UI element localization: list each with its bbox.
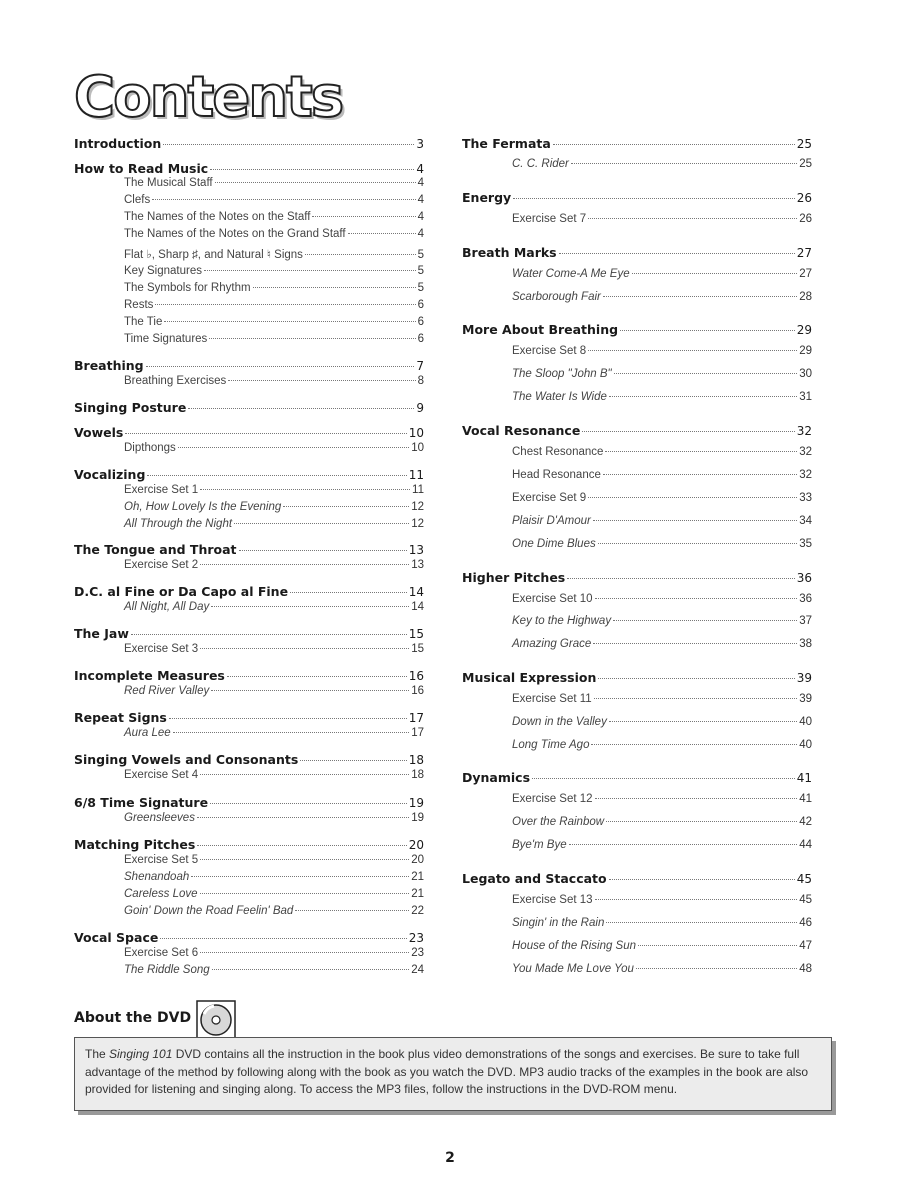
dot-leader — [594, 698, 798, 699]
dot-leader — [559, 253, 795, 254]
toc-entry-label: Vocal Resonance — [462, 423, 581, 438]
toc-entry-label: Breathing Exercises — [124, 375, 227, 387]
dvd-product-name: Singing 101 — [109, 1047, 173, 1061]
toc-subentry — [512, 515, 812, 527]
toc-entry-page: 34 — [799, 515, 812, 527]
toc-entry-page: 33 — [799, 492, 812, 504]
toc-entry-label: Key to the Highway — [512, 615, 612, 627]
toc-entry-label: Clefs — [124, 194, 151, 206]
toc-entry-page: 4 — [417, 194, 424, 206]
toc-entry-page: 17 — [411, 727, 424, 739]
toc-entry-page: 46 — [799, 917, 812, 929]
toc-entry-label: The Symbols for Rhythm — [124, 282, 251, 294]
toc-entry-page: 20 — [408, 838, 424, 852]
toc-entry-label: Musical Expression — [462, 670, 597, 685]
toc-entry-label: Singin' in the Rain — [512, 917, 605, 929]
toc-entry-label: Higher Pitches — [462, 570, 566, 585]
toc-entry-page: 10 — [408, 426, 424, 440]
dot-leader — [588, 218, 797, 219]
toc-entry-page: 23 — [411, 947, 424, 959]
toc-entry-page: 5 — [417, 265, 424, 277]
toc-entry-label: Energy — [462, 190, 512, 205]
dvd-section-title: About the DVD — [74, 1010, 192, 1026]
toc-chapter-entry — [462, 570, 812, 585]
toc-entry-page: 8 — [417, 375, 424, 387]
toc-entry-label: Incomplete Measures — [74, 668, 225, 683]
toc-subentry — [512, 917, 812, 929]
toc-subentry — [512, 940, 812, 952]
toc-subentry — [512, 391, 812, 403]
toc-entry-page: 45 — [796, 872, 812, 886]
toc-entry-page: 40 — [799, 739, 812, 751]
toc-entry-page: 23 — [408, 931, 424, 945]
toc-entry-label: The Names of the Notes on the Grand Staff — [124, 228, 346, 240]
toc-subentry — [512, 538, 812, 550]
toc-entry-page: 24 — [411, 964, 424, 976]
dot-leader — [609, 879, 795, 880]
toc-entry-label: How to Read Music — [74, 161, 209, 176]
toc-entry-label: Exercise Set 6 — [124, 947, 199, 959]
toc-entry-label: Chest Resonance — [512, 446, 604, 458]
toc-entry-label: Scarborough Fair — [512, 291, 601, 303]
toc-entry-label: Dynamics — [462, 770, 531, 785]
toc-entry-label: Over the Rainbow — [512, 816, 605, 828]
toc-subentry — [512, 158, 812, 170]
toc-entry-label: Breathing — [74, 358, 144, 373]
dot-leader — [613, 620, 797, 621]
toc-entry-page: 4 — [416, 162, 424, 176]
toc-entry-page: 29 — [799, 345, 812, 357]
toc-entry-page: 5 — [417, 249, 424, 261]
toc-entry-label: Vocal Space — [74, 930, 159, 945]
dot-leader — [603, 296, 797, 297]
toc-entry-label: Exercise Set 10 — [512, 593, 593, 605]
toc-entry-page: 14 — [411, 601, 424, 613]
toc-entry-label: Exercise Set 11 — [512, 693, 592, 705]
toc-entry-page: 44 — [799, 839, 812, 851]
dot-leader — [532, 778, 795, 779]
dot-leader — [595, 798, 798, 799]
toc-entry-label: Matching Pitches — [74, 837, 196, 852]
dot-leader — [638, 945, 797, 946]
toc-entry-page: 42 — [799, 816, 812, 828]
toc-entry-label: Exercise Set 12 — [512, 793, 593, 805]
toc-entry-label: Exercise Set 1 — [124, 484, 199, 496]
toc-entry-page: 4 — [417, 211, 424, 223]
toc-subentry — [512, 446, 812, 458]
toc-entry-label: The Riddle Song — [124, 964, 210, 976]
toc-entry-label: Exercise Set 13 — [512, 894, 593, 906]
dot-leader — [595, 598, 798, 599]
dvd-description-box — [74, 1037, 832, 1111]
toc-entry-label: Head Resonance — [512, 469, 601, 481]
toc-entry-label: Water Come-A Me Eye — [512, 268, 630, 280]
toc-entry-label: Repeat Signs — [74, 710, 167, 725]
toc-entry-page: 6 — [417, 316, 424, 328]
dot-leader — [593, 643, 797, 644]
dot-leader — [605, 451, 797, 452]
toc-entry-label: Plaisir D'Amour — [512, 515, 591, 527]
toc-entry-label: Goin' Down the Road Feelin' Bad — [124, 905, 294, 917]
toc-entry-page: 18 — [408, 753, 424, 767]
dot-leader — [609, 721, 797, 722]
toc-entry-page: 27 — [799, 268, 812, 280]
toc-entry-page: 16 — [411, 685, 424, 697]
toc-entry-page: 4 — [417, 228, 424, 240]
toc-chapter-entry — [462, 322, 812, 337]
toc-entry-page: 16 — [408, 669, 424, 683]
toc-entry-page: 13 — [411, 559, 424, 571]
toc-entry-label: All Through the Night — [124, 518, 233, 530]
toc-entry-label: Long Time Ago — [512, 739, 590, 751]
toc-entry-label: You Made Me Love You — [512, 963, 634, 975]
toc-entry-label: Rests — [124, 299, 154, 311]
dot-leader — [636, 968, 797, 969]
toc-subentry — [512, 839, 812, 851]
toc-chapter-entry — [462, 245, 812, 260]
toc-entry-page: 3 — [416, 137, 424, 151]
dot-leader — [609, 396, 797, 397]
dot-leader — [588, 497, 797, 498]
toc-entry-label: More About Breathing — [462, 322, 619, 337]
toc-entry-label: Time Signatures — [124, 333, 208, 345]
toc-entry-page: 41 — [796, 771, 812, 785]
dot-leader — [606, 821, 797, 822]
dvd-disc-icon — [196, 1000, 236, 1040]
toc-subentry — [512, 638, 812, 650]
toc-chapter-entry — [462, 423, 812, 438]
page-number: 2 — [445, 1150, 455, 1166]
toc-entry-label: Bye'm Bye — [512, 839, 567, 851]
toc-entry-page: 39 — [799, 693, 812, 705]
toc-subentry — [512, 213, 812, 225]
toc-subentry — [512, 368, 812, 380]
dot-leader — [591, 744, 797, 745]
toc-subentry — [512, 963, 812, 975]
toc-entry-page: 39 — [796, 671, 812, 685]
toc-subentry — [512, 716, 812, 728]
toc-entry-label: One Dime Blues — [512, 538, 596, 550]
dot-leader — [571, 163, 797, 164]
toc-entry-label: Amazing Grace — [512, 638, 592, 650]
toc-entry-page: 28 — [799, 291, 812, 303]
toc-entry-label: Breath Marks — [462, 245, 557, 260]
toc-entry-page: 15 — [408, 627, 424, 641]
dot-leader — [606, 922, 797, 923]
toc-chapter-entry — [462, 871, 812, 886]
toc-subentry — [512, 816, 812, 828]
dot-leader — [582, 431, 794, 432]
dot-leader — [513, 198, 795, 199]
toc-entry-page: 6 — [417, 333, 424, 345]
toc-entry-page: 7 — [416, 359, 424, 373]
toc-subentry — [512, 345, 812, 357]
toc-entry-page: 38 — [799, 638, 812, 650]
toc-entry-page: 37 — [799, 615, 812, 627]
toc-entry-label: Singing Posture — [74, 400, 187, 415]
toc-entry-label: Vowels — [74, 425, 124, 440]
dot-leader — [614, 373, 798, 374]
toc-entry-page: 21 — [411, 871, 424, 883]
dvd-text-pre: The — [85, 1047, 110, 1061]
toc-entry-page: 12 — [411, 501, 424, 513]
toc-entry-page: 48 — [799, 963, 812, 975]
toc-chapter-entry — [462, 670, 812, 685]
toc-entry-page: 21 — [411, 888, 424, 900]
toc-entry-label: House of the Rising Sun — [512, 940, 637, 952]
dot-leader — [603, 474, 797, 475]
toc-entry-label: Careless Love — [124, 888, 198, 900]
toc-entry-page: 40 — [799, 716, 812, 728]
toc-entry-page: 20 — [411, 854, 424, 866]
toc-entry-page: 11 — [412, 484, 424, 496]
toc-entry-label: Exercise Set 8 — [512, 345, 587, 357]
toc-entry-page: 32 — [799, 469, 812, 481]
toc-entry-page: 32 — [799, 446, 812, 458]
toc-entry-page: 9 — [416, 401, 424, 415]
toc-entry-page: 18 — [411, 769, 424, 781]
toc-entry-label: Down in the Valley — [512, 716, 607, 728]
toc-entry-label: Exercise Set 2 — [124, 559, 199, 571]
toc-entry-label: The Musical Staff — [124, 177, 213, 189]
toc-entry-label: The Tie — [124, 316, 163, 328]
dot-leader — [598, 543, 797, 544]
toc-entry-label: The Fermata — [462, 136, 551, 151]
toc-entry-page: 47 — [799, 940, 812, 952]
toc-entry-page: 30 — [799, 368, 812, 380]
toc-entry-page: 26 — [796, 191, 812, 205]
toc-entry-label: Flat ♭, Sharp ♯, and Natural ♮ Signs — [124, 249, 303, 261]
toc-entry-page: 19 — [408, 796, 424, 810]
toc-entry-label: Vocalizing — [74, 467, 146, 482]
dot-leader — [598, 678, 794, 679]
toc-entry-page: 29 — [796, 323, 812, 337]
toc-entry-page: 17 — [408, 711, 424, 725]
toc-entry-page: 5 — [417, 282, 424, 294]
dot-leader — [632, 273, 798, 274]
toc-entry-label: Red River Valley — [124, 685, 210, 697]
toc-subentry — [512, 469, 812, 481]
dot-leader — [569, 844, 798, 845]
dot-leader — [595, 899, 798, 900]
dot-leader — [588, 350, 797, 351]
toc-entry-label: Key Signatures — [124, 265, 202, 277]
toc-subentry — [512, 739, 812, 751]
toc-entry-label: Singing Vowels and Consonants — [74, 752, 299, 767]
toc-entry-label: The Water Is Wide — [512, 391, 607, 403]
toc-entry-label: C. C. Rider — [512, 158, 569, 170]
dot-leader — [567, 578, 794, 579]
toc-subentry — [512, 291, 812, 303]
toc-entry-page: 19 — [411, 812, 424, 824]
toc-entry-page: 27 — [796, 246, 812, 260]
toc-entry-page: 13 — [408, 543, 424, 557]
toc-chapter-entry — [462, 190, 812, 205]
toc-subentry — [512, 268, 812, 280]
toc-entry-label: Exercise Set 3 — [124, 643, 199, 655]
toc-entry-page: 45 — [799, 894, 812, 906]
toc-entry-page: 25 — [799, 158, 812, 170]
dot-leader — [553, 144, 795, 145]
toc-entry-label: Aura Lee — [124, 727, 171, 739]
toc-entry-label: Dipthongs — [124, 442, 176, 454]
toc-entry-page: 14 — [408, 585, 424, 599]
toc-entry-page: 36 — [796, 571, 812, 585]
toc-entry-label: Exercise Set 9 — [512, 492, 587, 504]
toc-entry-page: 25 — [796, 137, 812, 151]
toc-entry-label: Oh, How Lovely Is the Evening — [124, 501, 282, 513]
toc-entry-label: Exercise Set 5 — [124, 854, 199, 866]
toc-entry-label: All Night, All Day — [124, 601, 210, 613]
toc-subentry — [512, 693, 812, 705]
toc-entry-label: The Tongue and Throat — [74, 542, 237, 557]
toc-entry-label: The Names of the Notes on the Staff — [124, 211, 311, 223]
toc-entry-page: 22 — [411, 905, 424, 917]
toc-entry-page: 15 — [411, 643, 424, 655]
toc-entry-label: Exercise Set 4 — [124, 769, 199, 781]
toc-entry-page: 35 — [799, 538, 812, 550]
toc-chapter-entry — [462, 770, 812, 785]
toc-entry-page: 41 — [799, 793, 812, 805]
toc-entry-label: Exercise Set 7 — [512, 213, 587, 225]
toc-entry-page: 31 — [799, 391, 812, 403]
toc-entry-page: 26 — [799, 213, 812, 225]
toc-subentry — [512, 492, 812, 504]
dvd-text-post: DVD contains all the instruction in the book plus video demonstrations of the songs and exercises. Be sure to take full advantage of the method by following along with the book as you watch the DVD. MP3 audio tracks of the examples in the book are also provided for listening and singing along. To access the MP3 files, follow the instructions in the DVD-ROM menu. — [85, 1047, 809, 1096]
toc-entry-page: 11 — [408, 468, 424, 482]
toc-entry-page: 12 — [411, 518, 424, 530]
toc-entry-page: 4 — [417, 177, 424, 189]
toc-entry-label: Legato and Staccato — [462, 871, 607, 886]
toc-entry-label: The Jaw — [74, 626, 129, 641]
toc-entry-label: 6/8 Time Signature — [74, 795, 209, 810]
toc-subentry — [512, 593, 812, 605]
toc-entry-page: 6 — [417, 299, 424, 311]
toc-subentry — [512, 793, 812, 805]
toc-subentry — [512, 894, 812, 906]
toc-entry-label: The Sloop "John B" — [512, 368, 612, 380]
toc-entry-page: 10 — [411, 442, 424, 454]
dot-leader — [593, 520, 797, 521]
toc-entry-page: 32 — [796, 424, 812, 438]
toc-chapter-entry — [462, 136, 812, 151]
toc-entry-label: Shenandoah — [124, 871, 190, 883]
toc-entry-page: 36 — [799, 593, 812, 605]
dot-leader — [620, 330, 795, 331]
toc-entry-label: Introduction — [74, 136, 162, 151]
toc-entry-label: Greensleeves — [124, 812, 195, 824]
toc-subentry — [512, 615, 812, 627]
page-title: Contents — [74, 65, 343, 130]
toc-entry-label: D.C. al Fine or Da Capo al Fine — [74, 584, 289, 599]
